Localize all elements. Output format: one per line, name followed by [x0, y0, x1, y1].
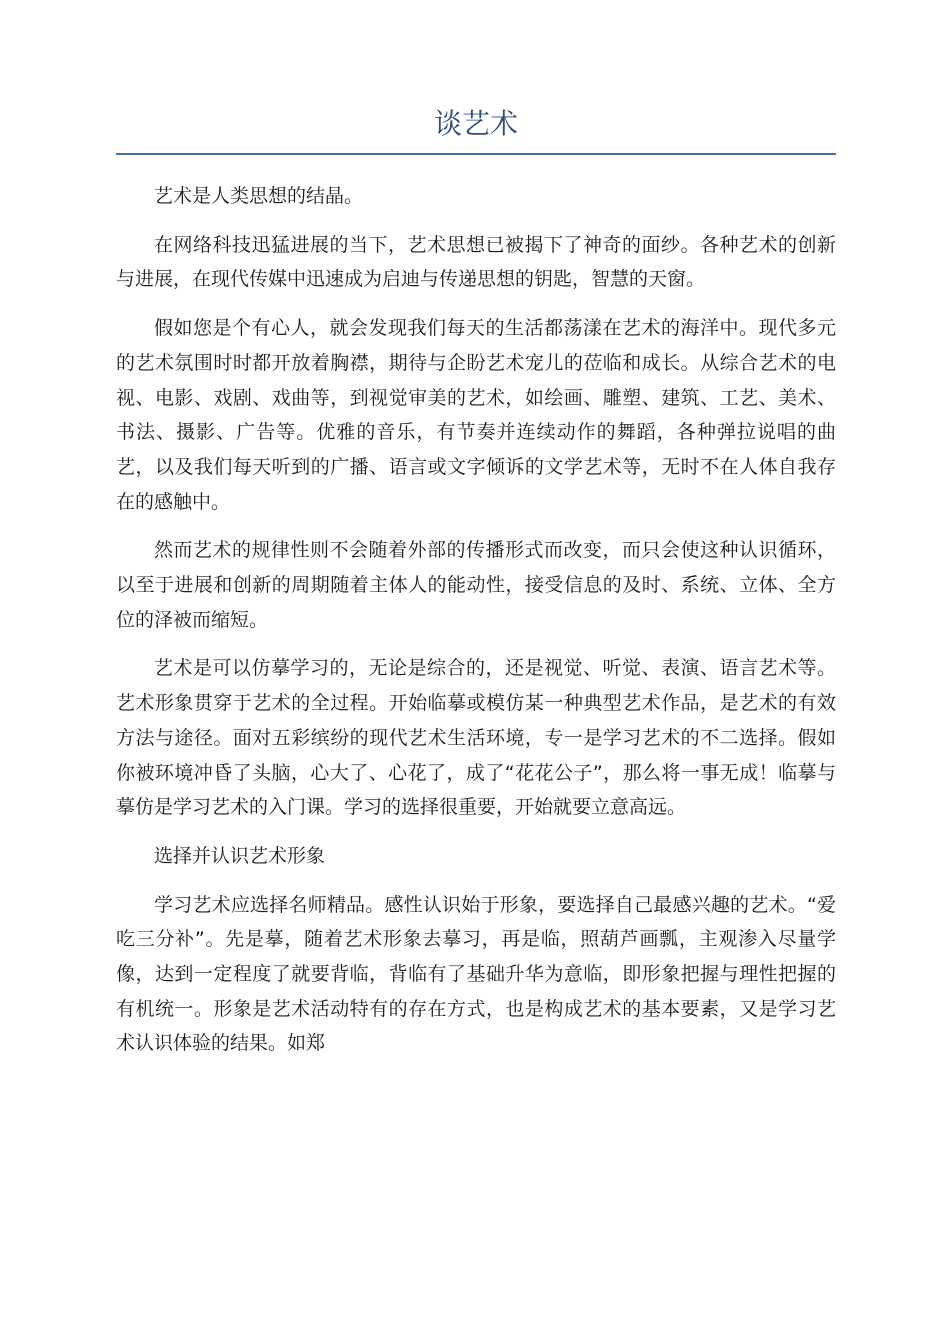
paragraph: 学习艺术应选择名师精品。感性认识始于形象，要选择自己最感兴趣的艺术。“爱吃三分补”。先是摹，随着艺术形象去摹习，再是临，照葫芦画瓢，主观渗入尽量学像，达到一定程度了就要背临，背临有了基础升华为意临，即形象把握与理性把握的有机统一。形象是艺术活动特有的存在方式，也是构成艺术的基本要素，又是学习艺术认识体验的结果。如郑: [116, 893, 836, 1055]
paragraph: 艺术是可以仿摹学习的，无论是综合的，还是视觉、听觉、表演、语言艺术等。艺术形象贯穿于艺术的全过程。开始临摹或模仿某一种典型艺术作品，是艺术的有效方法与途径。面对五彩缤纷的现代艺术生活环境，专一是学习艺术的不二选择。假如你被环境冲昏了头脑，心大了、心花了，成了“花花公子”，那么将一事无成！临摹与摹仿是学习艺术的入门课。学习的选择很重要，开始就要立意高远。: [116, 657, 836, 819]
paragraph: 在网络科技迅猛进展的当下，艺术思想已被揭下了神奇的面纱。各种艺术的创新与进展，在现代传媒中迅速成为启迪与传递思想的钥匙，智慧的天窗。: [116, 233, 836, 291]
document-body: [116, 179, 836, 1061]
paragraph: 假如您是个有心人，就会发现我们每天的生活都荡漾在艺术的海洋中。现代多元的艺术氛围时时都开放着胸襟，期待与企盼艺术宠儿的莅临和成长。从综合艺术的电视、电影、戏剧、戏曲等，到视觉审美的艺术，如绘画、雕塑、建筑、工艺、美术、书法、摄影、广告等。优雅的音乐，有节奏并连续动作的舞蹈，各种弹拉说唱的曲艺，以及我们每天听到的广播、语言或文字倾诉的文学艺术等，无时不在人体自我存在的感触中。: [116, 317, 836, 513]
paragraph: 然而艺术的规律性则不会随着外部的传播形式而改变，而只会使这种认识循环，以至于进展和创新的周期随着主体人的能动性，接受信息的及时、系统、立体、全方位的泽被而缩短。: [116, 539, 836, 631]
section-heading: 选择并认识艺术形象: [154, 844, 326, 867]
document-title: 谈艺术: [116, 104, 836, 155]
document-page: [116, 104, 836, 1075]
paragraph: 艺术是人类思想的结晶。: [154, 185, 364, 207]
